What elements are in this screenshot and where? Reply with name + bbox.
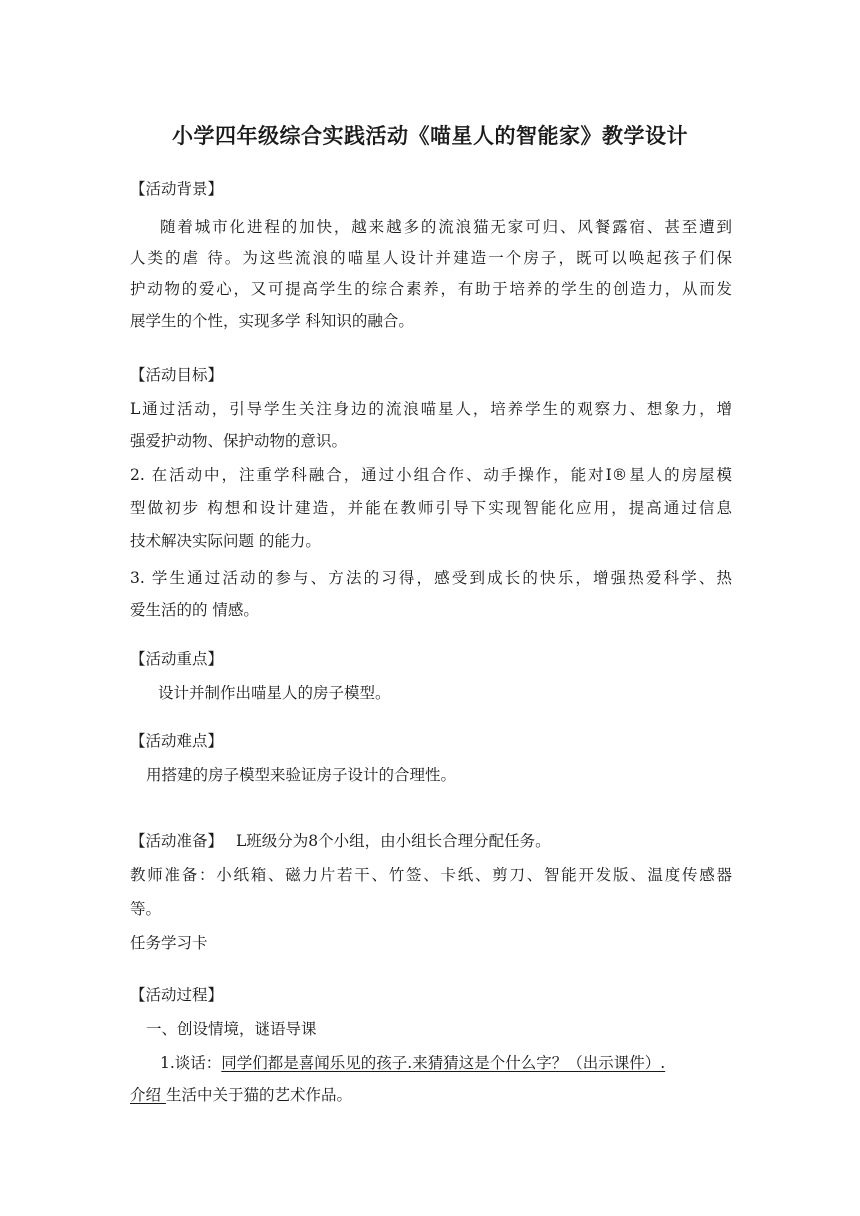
goals-line-1: L通过活动，引导学生关注身边的流浪喵星人，培养学生的观察力、想象力，增 [130,400,732,418]
process-heading: 【活动过程】 [130,986,224,1004]
background-line-4: 展学生的个性，实现多学 科知识的融合。 [130,312,414,330]
process-item-2-underlined: 介绍 [130,1086,166,1104]
process-item-1-prefix: 1.谈话： [160,1054,222,1072]
process-item-2-rest: 生活中关于猫的艺术作品。 [165,1086,352,1104]
goals-line-2: 强爱护动物、保护动物的意识。 [130,432,348,450]
goals-line-5: 技术解决实际问题 的能力。 [130,532,321,550]
difficulty-heading: 【活动难点】 [130,732,224,750]
key-point-text: 设计并制作出喵星人的房子模型。 [158,684,391,702]
process-item-1 [160,1052,732,1074]
task-card: 任务学习卡 [130,934,208,952]
preparation-heading: 【活动准备】 [130,832,224,850]
goals-line-7: 爱生活的的 情感。 [130,601,259,619]
process-item-2 [130,1084,732,1106]
preparation-grouping: L班级分为8个小组，由小组长合理分配任务。 [235,832,551,850]
process-item-1-underlined: 同学们都是喜闻乐见的孩子.来猜猜这是个什么字？（出示课件）. [221,1054,666,1072]
difficulty-text: 用搭建的房子模型来验证房子设计的合理性。 [146,766,457,784]
teacher-prep-line-2: 等。 [130,900,162,918]
goals-heading: 【活动目标】 [130,366,224,384]
background-line-3: 护动物的爱心，又可提高学生的综合素养，有助于培养的学生的创造力，从而发 [130,280,732,298]
background-line-1: 随着城市化进程的加快，越来越多的流浪猫无家可归、风餐露宿、甚至遭到 [160,218,732,236]
goals-line-3: 2. 在活动中，注重学科融合，通过小组合作、动手操作，能对I®星人的房屋模 [130,466,732,484]
background-line-2: 人类的虐 待。为这些流浪的喵星人设计并建造一个房子，既可以唤起孩子们保 [130,249,732,267]
key-point-heading: 【活动重点】 [130,650,224,668]
teacher-prep-line-1: 教师准备：小纸箱、磁力片若干、竹签、卡纸、剪刀、智能开发版、温度传感器 [130,866,732,884]
goals-line-4: 型做初步 构想和设计建造，并能在教师引导下实现智能化应用，提高通过信息 [130,499,732,517]
document-title: 小学四年级综合实践活动《喵星人的智能家》教学设计 [172,124,688,148]
preparation-line [130,830,732,852]
process-section-1: 一、创设情境，谜语导课 [146,1020,317,1038]
goals-line-6: 3. 学生通过活动的参与、方法的习得，感受到成长的快乐，增强热爱科学、热 [130,569,732,587]
background-heading: 【活动背景】 [130,180,224,198]
